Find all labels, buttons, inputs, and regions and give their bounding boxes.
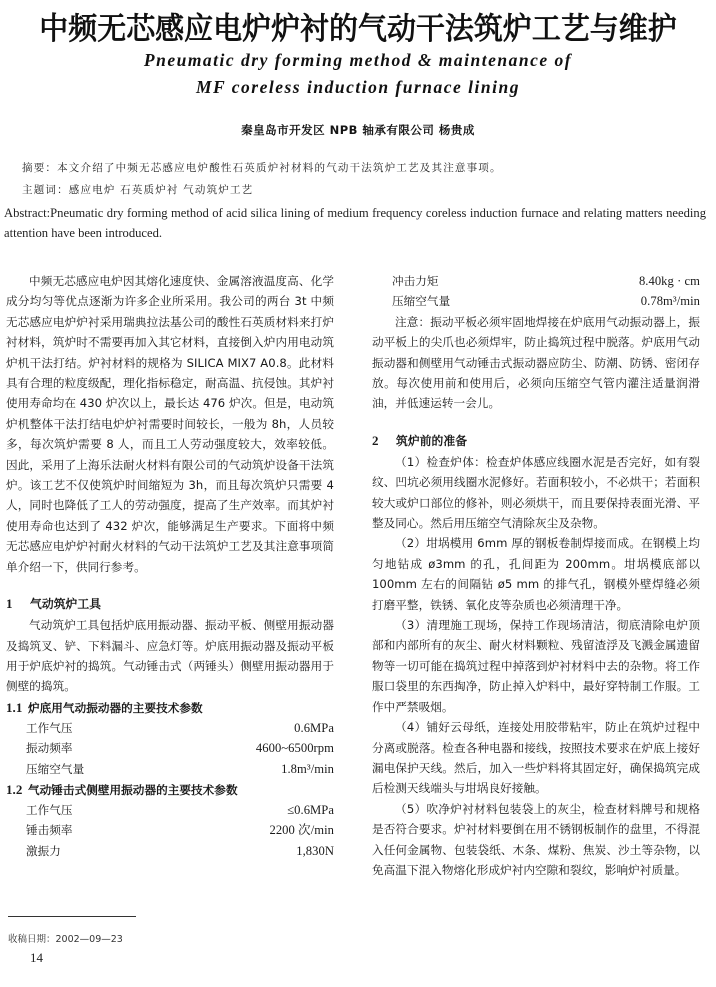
param-row xyxy=(372,291,700,311)
param-value: 0.78m³/min xyxy=(640,294,700,309)
section-1-heading xyxy=(6,593,334,615)
param-name: 振动频率 xyxy=(26,741,73,756)
param-name: 压缩空气量 xyxy=(392,294,451,309)
abstract-cn: 摘要：本文介绍了中频无芯感应电炉酸性石英质炉衬材料的气动干法筑炉工艺及其注意事项。 xyxy=(22,162,502,174)
param-row xyxy=(372,271,700,291)
subsection-number: 1.2 xyxy=(6,781,23,797)
note-paragraph: 注意：振动平板必须牢固地焊接在炉底用气动振动器上，振动平板上的尖爪也必须焊牢，防止捣筑过程中脱落。炉底用气动振动器和侧壁用气动锤击式振动器应防尘、防潮、防锈、密闭存放。每次使用前和使用后，必须向压缩空气管内灌注适量润滑油，并低速运转一会儿。 xyxy=(372,314,700,411)
prep-item-2: （2）坩埚模用 6mm 厚的钢板卷制焊接而成。在钢模上均匀地钻成 ø3mm 的孔，孔间距为 200mm。坩埚模底部以 100mm 左右的间隔钻 ø5 mm 的排气孔，钢模外壁焊缝必须打磨平整，铁锈、氧化皮等杂质也必须清理干净。 xyxy=(372,536,700,612)
param-row xyxy=(6,718,334,738)
param-row xyxy=(6,738,334,758)
param-value: 2200 次/min xyxy=(269,823,334,838)
section-number: 1 xyxy=(6,596,13,612)
prep-item-4: （4）铺好云母纸，连接处用胶带粘牢，防止在筑炉过程中分离或脱落。检查各种电器和接线，按照技术要求在炉底上接好漏电保护天线。然后，加入一些炉料将其固定好，确保捣筑完成后检测天线端头与坩埚良好接触。 xyxy=(372,720,700,796)
article-title-en-line2: MF coreless induction furnace lining xyxy=(195,77,520,97)
keywords-cn: 主题词：感应电炉 石英质炉衬 气动筑炉工艺 xyxy=(22,184,254,196)
param-value: 0.6MPa xyxy=(294,720,334,735)
footnote-divider xyxy=(8,916,136,917)
intro-paragraph: 中频无芯感应电炉因其熔化速度快、金属溶液温度高、化学成分均匀等优点逐渐为许多企业所采用。我公司的两台 3t 中频无芯感应电炉炉衬采用瑞典拉法基公司的酸性石英质材料来打炉衬材料，筑炉时不需要再加入其它材料，直接倒入炉内用电动筑炉机干法打结。炉衬材料的规格为 SILICA MIX7 A0.8。此材料具有合理的粒度级配，理化指标稳定，耐高温、抗侵蚀。其炉衬使用寿命均在 430 炉次以上，最长达 476 炉次。但是，电动筑炉机整体干法打结电炉炉衬需要时间较长，一般为 8h，人员较多，每次筑炉需要 8 人，而且工人劳动强度较大，效率较低。因此，采用了上海乐法耐火材料有限公司的气动筑炉设备干法筑炉。该工艺不仅使筑炉时间缩短为 3h，而且每次筑炉只需要 4 人，同时也降低了工人的劳动强度，提高了生产效率。而其炉衬使用寿命也达到了 432 炉次，能够满足生产要求。下面将中频无芯感应电炉炉衬耐火材料的气动干法筑炉工艺及其注意事项简单介绍一下，供同行参考。 xyxy=(6,274,334,574)
article-title-cn: 中频无芯感应电炉炉衬的气动干法筑炉工艺与维护 xyxy=(39,12,677,47)
param-name: 工作气压 xyxy=(26,720,73,735)
param-list-side-vibrator xyxy=(6,800,334,861)
abstract-en: Abstract:Pneumatic dry forming method of acid silica lining of medium frequency coreless induction furnace and relating matters needing attention have been introduced. xyxy=(4,206,706,240)
subsection-1-2-heading xyxy=(6,779,334,800)
section-title: 气动筑炉工具 xyxy=(30,597,102,612)
received-date: 收稿日期：2002—09—23 xyxy=(8,934,123,945)
subsection-title: 炉底用气动振动器的主要技术参数 xyxy=(28,700,203,715)
section-number: 2 xyxy=(372,432,379,448)
prep-item-5: （5）吹净炉衬材料包装袋上的灰尘，检查材料牌号和规格是否符合要求。炉衬材料要倒在用不锈钢板制作的盘里，不得混入任何金属物、包装袋纸、木条、煤粉、焦炭、沙土等杂物，以免高温下混入物熔化形成炉衬内空隙和裂纹，影响炉衬质量。 xyxy=(372,801,700,877)
param-name: 激振力 xyxy=(26,843,61,858)
section-title: 筑炉前的准备 xyxy=(396,433,468,448)
param-value: 1,830N xyxy=(296,843,334,858)
param-name: 锤击频率 xyxy=(26,823,73,838)
prep-item-3: （3）清理施工现场，保持工作现场清洁，彻底清除电炉顶部和内部所有的灰尘、耐火材料颗粒、残留渣浮及飞溅金属遗留物等一切可能在捣筑过程中掉落到炉衬材料中去的杂物。将工作服口袋里的东西掏净，防止掉入炉料中，最好穿特制工作服。工作中严禁吸烟。 xyxy=(372,618,700,714)
section-2-heading xyxy=(372,430,700,452)
param-name: 冲击力矩 xyxy=(392,274,439,288)
left-column xyxy=(6,271,334,861)
param-value: 4600~6500rpm xyxy=(255,741,334,756)
param-row xyxy=(6,820,334,840)
section-1-paragraph: 气动筑炉工具包括炉底用振动器、振动平板、侧壁用振动器及捣筑叉、铲、下料漏斗、应急灯等。炉底用振动器及振动平板用于炉底炉衬的捣筑。气动锤击式（两锤头）侧壁用振动器用于侧壁的捣筑。 xyxy=(6,618,334,694)
subsection-title: 气动锤击式侧壁用振动器的主要技术参数 xyxy=(28,782,238,797)
param-value: 8.40kg · cm xyxy=(638,274,700,288)
article-title-en-line1: Pneumatic dry forming method & maintenance of xyxy=(143,50,573,70)
param-list-bottom-vibrator xyxy=(6,718,334,779)
subsection-1-1-heading xyxy=(6,697,334,718)
right-column xyxy=(372,271,700,880)
param-row xyxy=(6,800,334,820)
subsection-number: 1.1 xyxy=(6,699,23,715)
param-value: 1.8m³/min xyxy=(281,761,334,776)
param-row xyxy=(6,841,334,861)
param-list-side-vibrator-cont xyxy=(372,271,700,312)
prep-item-1: （1）检查炉体：检查炉体感应线圈水泥是否完好，如有裂纹、凹坑必须用线圈水泥修好。若面积较小，不必烘干；若面积较大或炉口部位的修补，则必须烘干，而且要保持表面光滑、平整及同心。然后用压缩空气清除灰尘及杂物。 xyxy=(372,454,700,531)
param-name: 压缩空气量 xyxy=(26,761,85,776)
author-affiliation: 秦皇岛市开发区 NPB 轴承有限公司 杨贵成 xyxy=(241,123,475,137)
param-value: ≤0.6MPa xyxy=(287,802,334,817)
page-number: 14 xyxy=(30,950,43,965)
param-row xyxy=(6,759,334,779)
param-name: 工作气压 xyxy=(26,802,73,817)
